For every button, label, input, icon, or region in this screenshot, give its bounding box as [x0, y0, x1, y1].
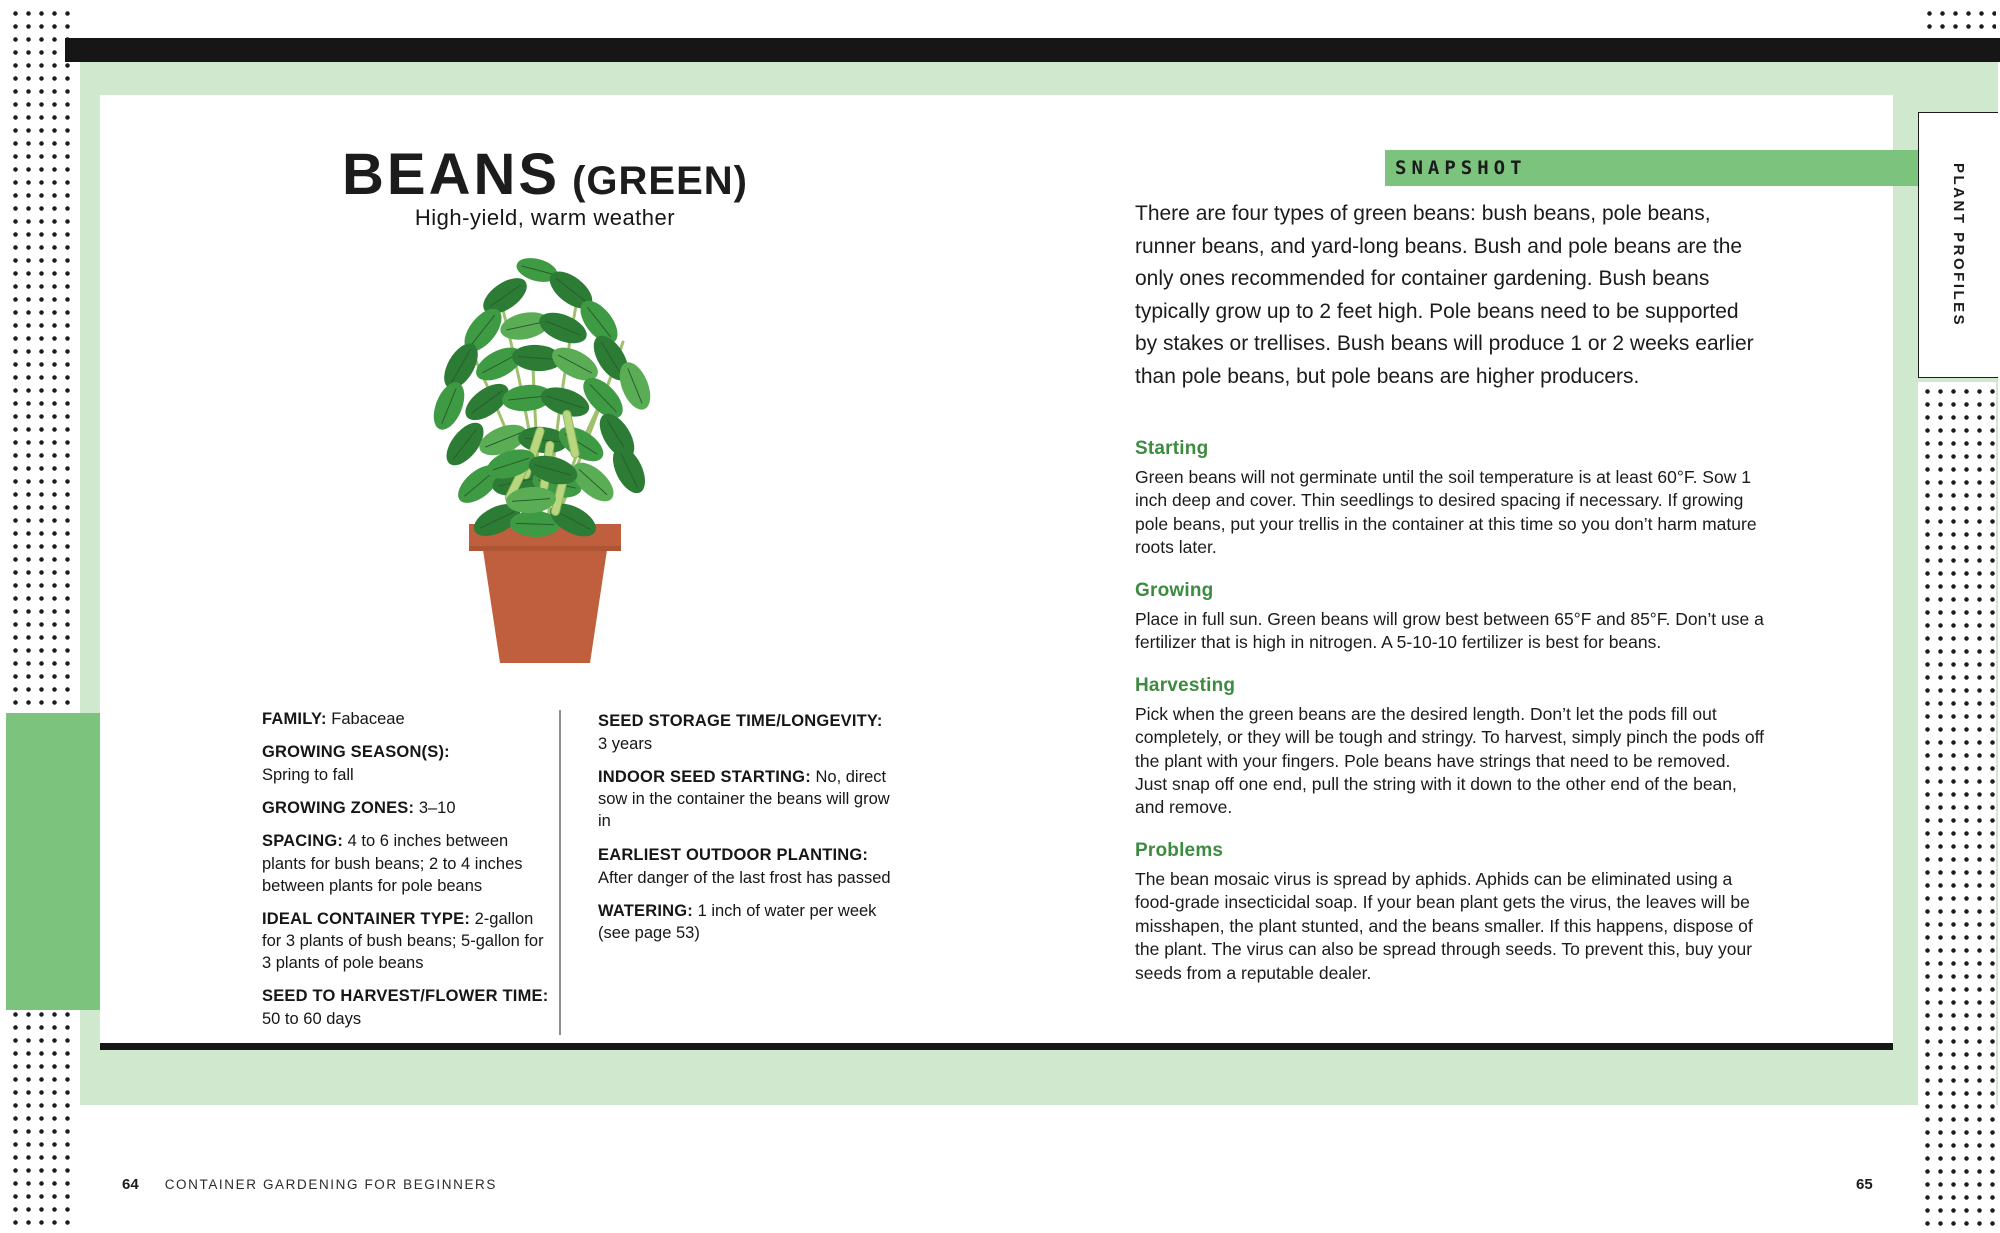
- dot-pattern-left: [6, 4, 78, 1229]
- section-body: Green beans will not germinate until the soil temperature is at least 60°F. Sow 1 inch deep and cover. Thin seedlings to desired spacing if necessary. If growing pole beans, put your trellis in the container at this time so you don’t harm mature roots later.: [1135, 467, 1757, 558]
- section-heading: Growing: [1135, 579, 1214, 601]
- section-heading: Starting: [1135, 438, 1209, 459]
- fact-growing-seasons: GROWING SEASON(S): Spring to fall: [262, 743, 450, 785]
- fact-ideal-container-type: IDEAL CONTAINER TYPE: 2-gallon for 3 plants of bush beans; 5-gallon for 3 plants of pole beans: [262, 909, 544, 972]
- right-page-number: 65: [1856, 1176, 1873, 1193]
- section-growing: [1135, 580, 1767, 655]
- section-starting: [1135, 438, 1767, 560]
- fact-seed-to-harvest-time: SEED TO HARVEST/FLOWER TIME: 50 to 60 days: [262, 987, 549, 1029]
- snapshot-paragraph: There are four types of green beans: bush beans, pole beans, runner beans, and yard-long beans. Bush and pole beans are the only ones recommended for container gardening. Bush beans typically grow up to 2 feet high. Pole beans need to be supported by stakes or trellises. Bush beans will produce 1 or 2 weeks earlier than pole beans, but pole beans are higher producers.: [1135, 202, 1754, 388]
- fact-spacing: SPACING: 4 to 6 inches between plants for bush beans; 2 to 4 inches between plants for pole beans: [262, 832, 523, 895]
- section-harvesting: [1135, 675, 1767, 820]
- page-title: [250, 141, 840, 208]
- section-body: Pick when the green beans are the desired length. Don’t let the pods fill out completely, or they will be tough and stringy. To harvest, simply pinch the pods off the plant with your fingers. Pole beans have strings that need to be removed. Just snap off one end, pull the string with it down to the other end of the bean, and remove.: [1135, 703, 1765, 818]
- plant-facts-column-right: [598, 710, 898, 955]
- chapter-tab-plant-profiles: [1918, 112, 1998, 378]
- fact-seed-storage-time: SEED STORAGE TIME/LONGEVITY: 3 years: [598, 712, 883, 754]
- snapshot-label: SNAPSHOT: [1395, 157, 1527, 179]
- fact-family: FAMILY: Fabaceae: [262, 710, 405, 728]
- section-body: Place in full sun. Green beans will grow best between 65°F and 85°F. Don’t use a fertilizer that is high in nitrogen. A 5-10-10 fertilizer is best for beans.: [1135, 608, 1764, 653]
- fact-indoor-seed-starting: INDOOR SEED STARTING: No, direct sow in the container the beans will grow in: [598, 768, 890, 831]
- terracotta-pot: [469, 524, 621, 663]
- care-sections: [1135, 438, 1767, 1005]
- plant-name-qualifier: (GREEN): [572, 159, 748, 204]
- plant-facts-column-left: [262, 708, 554, 1041]
- fact-growing-zones: GROWING ZONES: 3–10: [262, 799, 456, 818]
- left-page-number: 64: [122, 1176, 139, 1193]
- plant-name: BEANS: [342, 142, 561, 208]
- fact-earliest-outdoor-planting: EARLIEST OUTDOOR PLANTING: After danger of the last frost has passed: [598, 845, 891, 887]
- section-heading: Problems: [1135, 839, 1224, 861]
- left-page-footer: [122, 1176, 497, 1193]
- book-title-footer: CONTAINER GARDENING FOR BEGINNERS: [164, 1177, 498, 1192]
- bean-plant-illustration: [385, 238, 705, 673]
- section-problems: [1135, 840, 1767, 985]
- fact-watering: WATERING: 1 inch of water per week (see page 53): [598, 901, 877, 942]
- facts-divider-line: [559, 710, 561, 1035]
- section-body: The bean mosaic virus is spread by aphids. Aphids can be eliminated using a food-grade insecticidal soap. If your bean plant gets the virus, the leaves will be misshapen, the plant stunted, and the beans smaller. If this happens, dispose of the plant. The virus can also be spread through seeds. To prevent this, buy your seeds from a reputable dealer.: [1135, 868, 1753, 983]
- section-heading: Harvesting: [1135, 674, 1236, 696]
- snapshot-header-bar: [1385, 150, 1920, 186]
- top-black-bar: [65, 38, 2000, 62]
- green-accent-block: [6, 713, 106, 1010]
- plant-subtitle: High-yield, warm weather: [414, 205, 676, 230]
- bottom-black-rule: [100, 1043, 1893, 1050]
- chapter-tab-label: PLANT PROFILES: [1950, 162, 1967, 328]
- dot-pattern-right-lower: [1918, 382, 1996, 1229]
- dot-pattern-right-top: [1920, 4, 1996, 36]
